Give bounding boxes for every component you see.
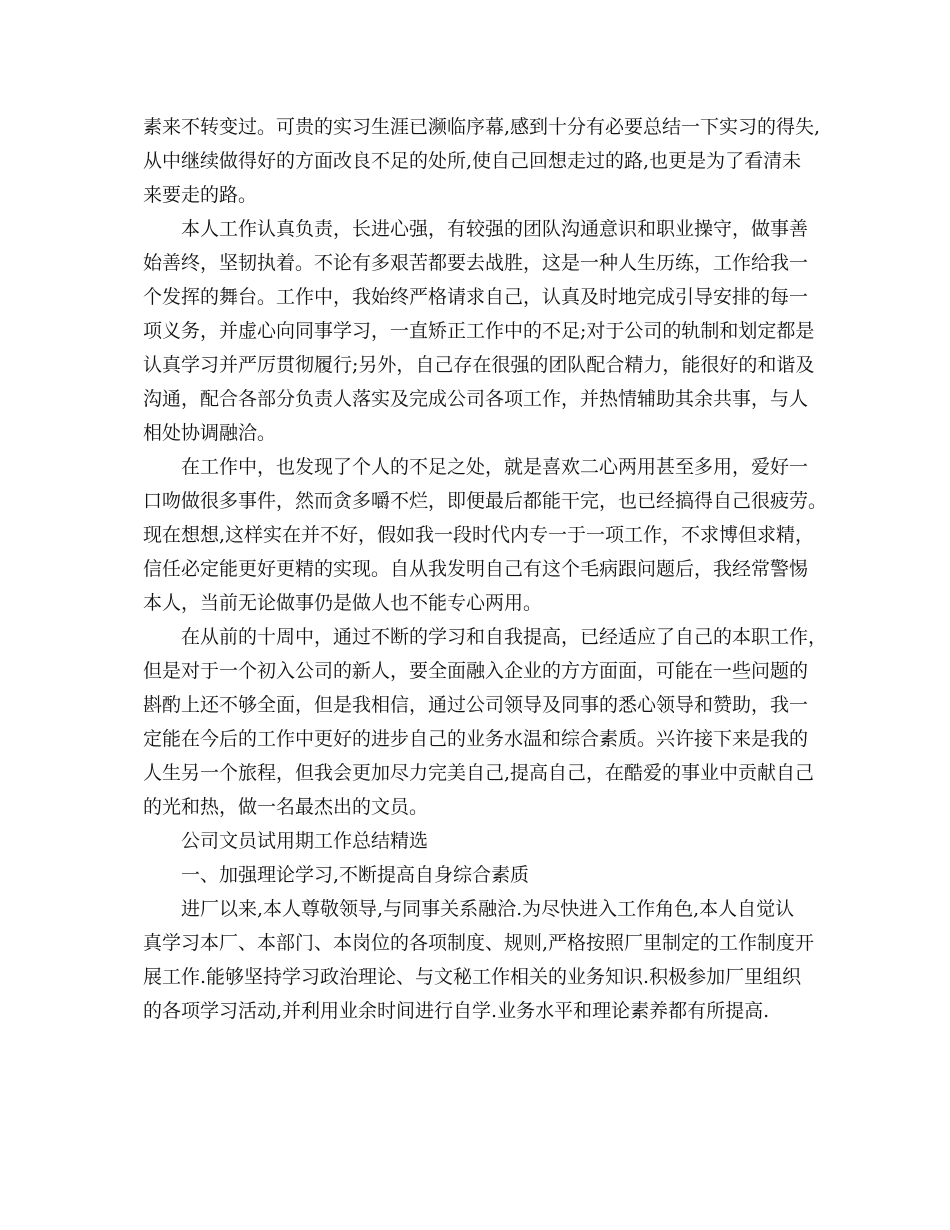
text-line: 信任必定能更好更精的实现。自从我发明自己有这个毛病跟问题后，我经常警惕 xyxy=(143,558,809,580)
text-line: 本人，当前无论做事仍是做人也不能专心两用。 xyxy=(143,592,543,614)
paragraph-start-line: 在从前的十周中，通过不断的学习和自我提高，已经适应了自己的本职工作， xyxy=(181,626,828,648)
text-line: 从中继续做得好的方面改良不足的处所,使自己回想走过的路,也更是为了看清未 xyxy=(143,150,802,172)
text-line: 的各项学习活动,并利用业余时间进行自学.业务水平和理论素养都有所提高. xyxy=(143,1000,770,1022)
text-line: 定能在今后的工作中更好的进步自己的业务水温和综合素质。兴许接下来是我的 xyxy=(143,728,809,750)
paragraph-start-line: 本人工作认真负责，长进心强，有较强的团队沟通意识和职业操守，做事善 xyxy=(181,218,809,240)
text-line: 但是对于一个初入公司的新人，要全面融入企业的方方面面，可能在一些问题的 xyxy=(143,660,809,682)
text-line: 人生另一个旅程，但我会更加尽力完美自己,提高自己，在酷爱的事业中贡献自己 xyxy=(143,762,815,784)
text-line: 素来不转变过。可贵的实习生涯已濒临序幕,感到十分有必要总结一下实习的得失, xyxy=(143,116,821,138)
paragraph-start-line: 在工作中，也发现了个人的不足之处，就是喜欢二心两用甚至多用，爱好一 xyxy=(181,456,809,478)
text-line: 口吻做很多事件，然而贪多嚼不烂，即便最后都能干完，也已经搞得自己很疲劳。 xyxy=(143,490,828,512)
text-line: 真学习本厂、本部门、本岗位的各项制度、规则,严格按照厂里制定的工作制度开 xyxy=(143,932,815,954)
text-line: 相处协调融洽。 xyxy=(143,422,277,444)
text-line: 认真学习并严厉贯彻履行;另外，自己存在很强的团队配合精力，能很好的和谐及 xyxy=(143,354,815,376)
text-line: 项义务，并虚心向同事学习，一直矫正工作中的不足;对于公司的轨制和划定都是 xyxy=(143,320,815,342)
text-line: 现在想想,这样实在并不好，假如我一段时代内专一于一项工作，不求博但求精， xyxy=(143,524,815,546)
text-line: 斟酌上还不够全面，但是我相信，通过公司领导及同事的悉心领导和赞助，我一 xyxy=(143,694,809,716)
text-line: 个发挥的舞台。工作中，我始终严格请求自己，认真及时地完成引导安排的每一 xyxy=(143,286,809,308)
document-body xyxy=(143,110,828,1028)
text-line: 始善终，坚韧执着。不论有多艰苦都要去战胜，这是一种人生历练，工作给我一 xyxy=(143,252,809,274)
section-title: 公司文员试用期工作总结精选 xyxy=(181,830,429,852)
paragraph-start-line: 进厂以来,本人尊敬领导,与同事关系融洽.为尽快进入工作角色,本人自觉认 xyxy=(181,898,795,920)
section-heading: 一、加强理论学习,不断提高自身综合素质 xyxy=(181,864,530,886)
text-line: 的光和热，做一名最杰出的文员。 xyxy=(143,796,429,818)
text-line: 来要走的路。 xyxy=(143,184,258,206)
text-line: 展工作.能够坚持学习政治理论、与文秘工作相关的业务知识.积极参加厂里组织 xyxy=(143,966,802,988)
text-line: 沟通，配合各部分负责人落实及完成公司各项工作，并热情辅助其余共事，与人 xyxy=(143,388,809,410)
